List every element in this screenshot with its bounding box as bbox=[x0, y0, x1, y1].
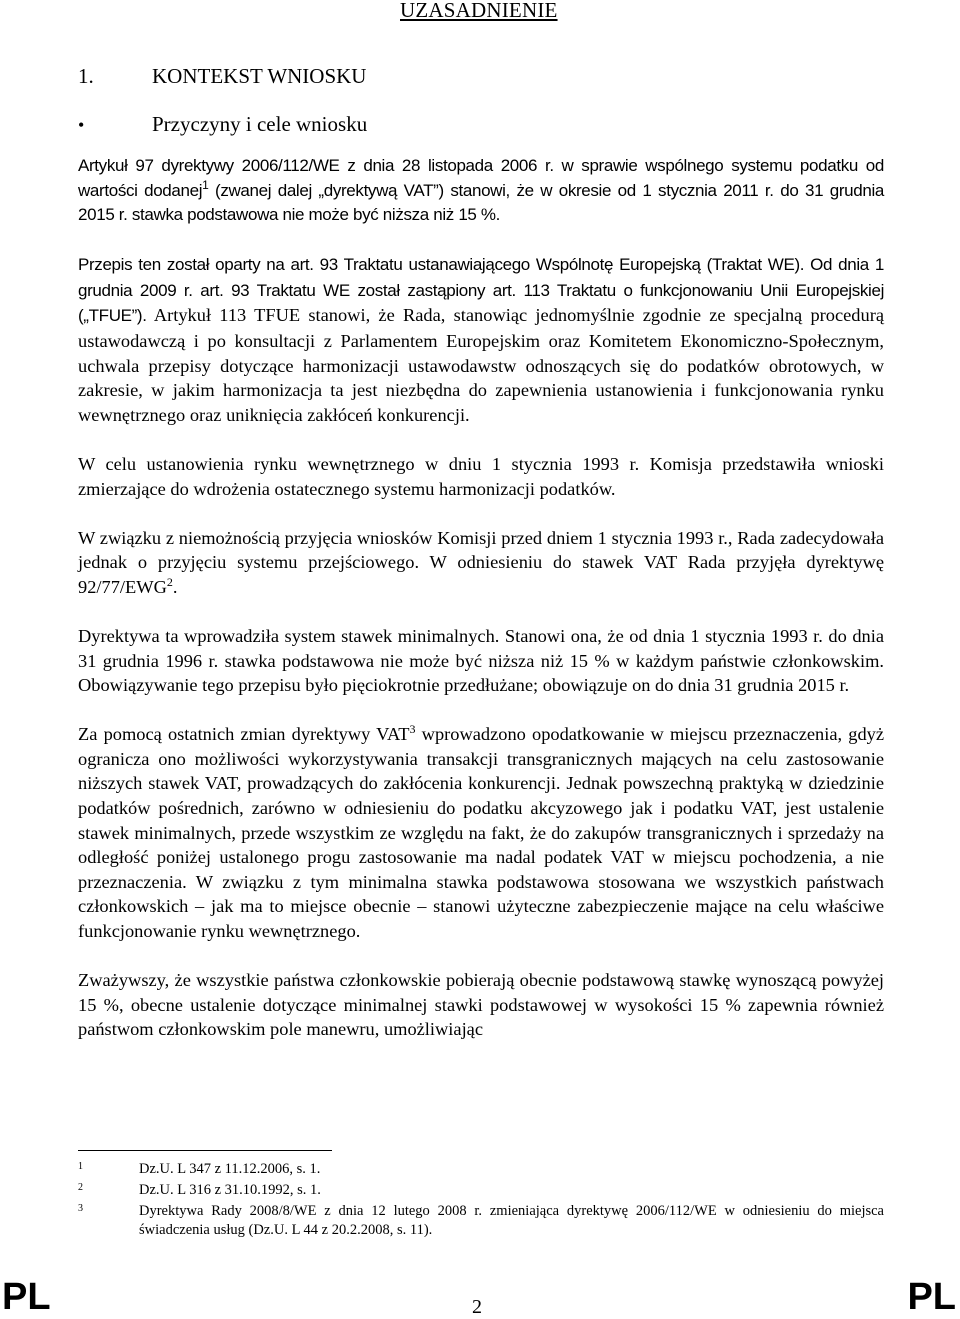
paragraph-4-text-b: . bbox=[172, 576, 178, 597]
footnote-number: 2 bbox=[78, 1182, 83, 1193]
footer-language-right: PL bbox=[907, 1276, 956, 1318]
paragraph-1-text-a: Artykuł 97 dyrektywy 2006/112/WE z dnia 28 listopada 2006 r. w sprawie wspólnego systemu podatku od wartości dodanej bbox=[78, 156, 884, 200]
footnote-ref-2: 2 bbox=[166, 574, 173, 589]
paragraph-6-text-a: Za pomocą ostatnich zmian dyrektywy VAT bbox=[78, 724, 410, 745]
page-number: 2 bbox=[472, 1296, 482, 1318]
footer-language-left: PL bbox=[2, 1276, 51, 1318]
footnote-2 bbox=[78, 1181, 884, 1200]
paragraph-3: W celu ustanowienia rynku wewnętrznego w dniu 1 stycznia 1993 r. Komisja przedstawiła wnioski zmierzające do wdrożenia ostatecznego systemu harmonizacji podatków. bbox=[78, 453, 884, 499]
paragraph-7: Zważywszy, że wszystkie państwa członkowskie pobierają obecnie podstawową stawkę wynoszącą powyżej 15 %, obecne ustalenie dotyczące minimalnej stawki podstawowej w wysokości 15 % zapewnia również państwom członkowskim pole manewru, umożliwiając bbox=[78, 970, 884, 1040]
paragraph-6-text-b: wprowadzono opodatkowanie w miejscu przeznaczenia, gdyż ogranicza ono możliwości wykorzystywania transakcji transgranicznych mających na celu zastosowanie niższych stawek VAT, prowadzących do zakłócenia konkurencji. Jednak powszechną praktyką w dziedzinie podatków pośrednich, zarówno w odniesieniu do podatku akcyzowego jak i podatku VAT, jest ustalenie stawek minimalnych, przede wszystkim ze względu na fakt, że do zakupów transgranicznych i sprzedaży na odległość poniżej ustalonego progu zastosowanie ma nadal podatek VAT w miejscu pochodzenia, a nie przeznaczenia. W związku z tym minimalna stawka podstawowa stosowana we wszystkich państwach członkowskich – jak ma to miejsce obecnie – stanowi użyteczne zabezpieczenie mające na celu właściwe funkcjonowanie rynku wewnętrznego. bbox=[78, 724, 885, 941]
paragraph-5: Dyrektywa ta wprowadziła system stawek minimalnych. Stanowi ona, że od dnia 1 stycznia 1993 r. do dnia 31 grudnia 1996 r. stawka podstawowa nie może być niższa niż 15 % w każdym państwie członkowskim. Obowiązywanie tego przepisu było pięciokrotnie przedłużane; obowiązuje on do dnia 31 grudnia 2015 r. bbox=[78, 625, 884, 696]
paragraph-2-text-a: Przepis ten został oparty na art. 93 Traktatu ustanawiającego Wspólnotę Europejską (Traktat WE). Od dnia 1 grudnia 2009 r. art. 93 Traktatu WE został zastąpiony art. 113 Traktatu o funkcjonowaniu Unii Europejskiej („TFUE”). bbox=[78, 255, 884, 326]
footnote-text: Dyrektywa Rady 2008/8/WE z dnia 12 lutego 2008 r. zmieniająca dyrektywę 2006/112/WE w odniesieniu do miejsca świadczenia usług (Dz.U. L 44 z 20.2.2008, s. 11). bbox=[139, 1203, 884, 1238]
footnote-1 bbox=[78, 1160, 884, 1179]
paragraph-6 bbox=[78, 722, 884, 943]
footnote-number: 1 bbox=[78, 1161, 83, 1172]
subsection-heading bbox=[78, 112, 367, 137]
paragraph-4 bbox=[78, 526, 884, 600]
paragraph-2 bbox=[78, 252, 884, 427]
section-number: 1. bbox=[78, 64, 94, 88]
body-text bbox=[78, 154, 884, 1066]
section-heading bbox=[78, 64, 366, 89]
footnote-ref-1: 1 bbox=[202, 177, 209, 192]
bullet-icon: • bbox=[78, 115, 85, 135]
paragraph-1 bbox=[78, 154, 884, 228]
footnote-divider bbox=[78, 1150, 332, 1151]
footnotes bbox=[78, 1160, 884, 1242]
paragraph-4-text-a: W związku z niemożnością przyjęcia wniosków Komisji przed dniem 1 stycznia 1993 r., Rada zadecydowała jednak o przyjęciu systemu przejściowego. W odniesieniu do stawek VAT Rada przyjęła dyrektywę 92/77/EWG bbox=[78, 527, 884, 597]
footnote-text: Dz.U. L 316 z 31.10.1992, s. 1. bbox=[139, 1182, 321, 1198]
section-title: KONTEKST WNIOSKU bbox=[152, 64, 367, 88]
paragraph-1-text-b: (zwanej dalej „dyrektywą VAT”) stanowi, że w okresie od 1 stycznia 2011 r. do 31 grudnia 2015 r. stawka podstawowa nie może być niższa niż 15 %. bbox=[78, 180, 884, 225]
paragraph-2-text-b: Artykuł 113 TFUE stanowi, że Rada, stanowiąc jednomyślnie zgodnie ze specjalną procedurą ustawodawczą i po konsultacji z Parlamentem Europejskim oraz Komitetem Ekonomiczno-Społecznym, uchwala przepisy dotyczące harmonizacji ustawodawstw odnoszących się do podatków obrotowych, w zakresie, w jakim harmonizacja ta jest niezbędna do zapewnienia ustanowienia i funkcjonowania rynku wewnętrznego oraz uniknięcia zakłóceń konkurencji. bbox=[78, 305, 884, 425]
footnote-ref-3: 3 bbox=[409, 722, 416, 737]
footnote-number: 3 bbox=[78, 1203, 83, 1214]
document-title: UZASADNIENIE bbox=[400, 0, 558, 22]
subsection-title: Przyczyny i cele wniosku bbox=[152, 112, 368, 136]
footnote-text: Dz.U. L 347 z 11.12.2006, s. 1. bbox=[139, 1161, 321, 1177]
footnote-3 bbox=[78, 1202, 884, 1240]
